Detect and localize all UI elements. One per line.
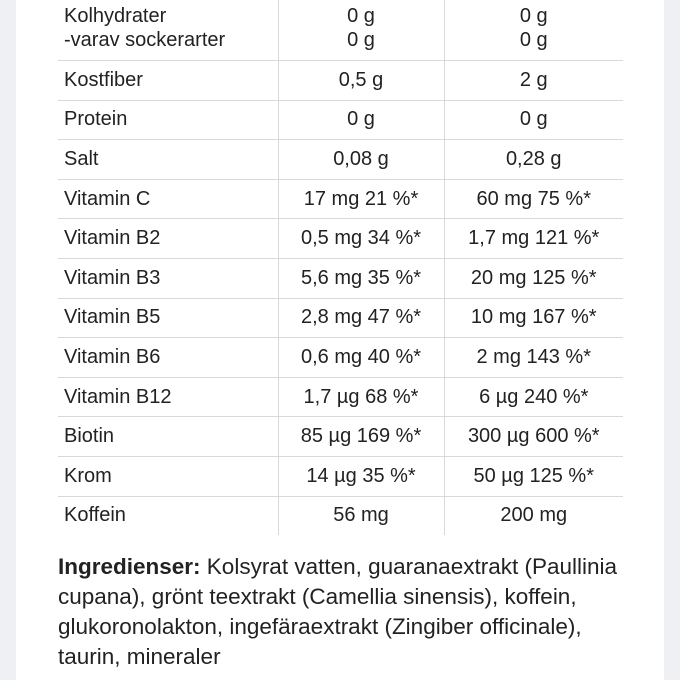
per-serving-value-cell bbox=[444, 456, 623, 496]
per-100ml-value: 0,08 g bbox=[333, 147, 389, 170]
per-100ml-value: 5,6 mg 35 %* bbox=[300, 266, 422, 289]
per-100ml-value-cell bbox=[278, 417, 444, 457]
per-100ml-value-cell bbox=[278, 140, 444, 180]
per-serving-value-cell bbox=[444, 496, 623, 535]
nutrient-name-cell bbox=[58, 496, 278, 535]
nutrient-name-cell bbox=[58, 338, 278, 378]
ingredients-paragraph bbox=[58, 552, 623, 672]
per-100ml-value: 0 g bbox=[347, 29, 375, 51]
table-row bbox=[58, 140, 623, 180]
nutrient-name: Krom bbox=[64, 464, 112, 487]
per-serving-value: 1,7 mg 121 %* bbox=[468, 227, 600, 250]
per-serving-value: 0 g bbox=[519, 108, 548, 131]
per-100ml-value: 56 mg bbox=[333, 504, 389, 527]
per-serving-value: 6 µg 240 %* bbox=[479, 385, 589, 408]
per-serving-value: 200 mg bbox=[500, 504, 568, 527]
per-serving-value-cell bbox=[444, 0, 623, 61]
per-100ml-value: 1,7 µg 68 %* bbox=[303, 385, 419, 408]
nutrient-name-cell bbox=[58, 258, 278, 298]
per-100ml-value-cell bbox=[278, 179, 444, 219]
nutrient-name: Vitamin B12 bbox=[64, 385, 172, 408]
nutrient-name: Vitamin B6 bbox=[64, 345, 161, 368]
per-serving-value: 0 g bbox=[519, 29, 548, 51]
per-100ml-value: 0 g bbox=[347, 5, 375, 27]
nutrient-name-cell bbox=[58, 100, 278, 140]
nutrition-table bbox=[58, 0, 623, 535]
nutrient-name-cell bbox=[58, 417, 278, 457]
per-100ml-value-cell bbox=[278, 219, 444, 259]
per-serving-value: 20 mg 125 %* bbox=[470, 266, 597, 289]
per-serving-value-cell bbox=[444, 338, 623, 378]
per-100ml-value-cell bbox=[278, 496, 444, 535]
content-card bbox=[16, 0, 664, 680]
nutrient-name-cell bbox=[58, 456, 278, 496]
per-serving-value-cell bbox=[444, 100, 623, 140]
per-serving-value: 10 mg 167 %* bbox=[470, 306, 597, 329]
per-serving-value: 60 mg 75 %* bbox=[476, 187, 591, 210]
nutrient-name-cell bbox=[58, 0, 278, 61]
per-100ml-value: 85 µg 169 %* bbox=[300, 425, 422, 448]
per-serving-value-cell bbox=[444, 298, 623, 338]
table-row bbox=[58, 100, 623, 140]
nutrition-table-body bbox=[58, 0, 623, 535]
table-row bbox=[58, 179, 623, 219]
per-serving-value: 300 µg 600 %* bbox=[467, 425, 600, 448]
per-100ml-value-cell bbox=[278, 338, 444, 378]
table-row bbox=[58, 61, 623, 101]
per-serving-value-cell bbox=[444, 258, 623, 298]
per-serving-value: 0,28 g bbox=[505, 147, 562, 170]
per-serving-value-cell bbox=[444, 179, 623, 219]
nutrient-name: Salt bbox=[64, 147, 99, 170]
per-100ml-value-cell bbox=[278, 61, 444, 101]
nutrient-name: Vitamin B3 bbox=[64, 266, 161, 289]
per-serving-value-cell bbox=[444, 377, 623, 417]
table-row bbox=[58, 377, 623, 417]
per-serving-value-cell bbox=[444, 140, 623, 180]
nutrient-name: -varav sockerarter bbox=[64, 29, 226, 51]
per-serving-value: 2 mg 143 %* bbox=[476, 345, 591, 368]
per-serving-value: 2 g bbox=[519, 68, 548, 91]
per-100ml-value-cell bbox=[278, 377, 444, 417]
per-serving-value-cell bbox=[444, 61, 623, 101]
table-row bbox=[58, 0, 623, 61]
nutrient-name: Koffein bbox=[64, 504, 126, 527]
per-serving-value: 50 µg 125 %* bbox=[473, 464, 594, 487]
per-100ml-value-cell bbox=[278, 298, 444, 338]
nutrient-name-cell bbox=[58, 61, 278, 101]
per-100ml-value-cell bbox=[278, 100, 444, 140]
per-100ml-value: 14 µg 35 %* bbox=[306, 464, 416, 487]
table-row bbox=[58, 258, 623, 298]
per-100ml-value-cell bbox=[278, 258, 444, 298]
per-100ml-value: 0,5 g bbox=[338, 68, 384, 91]
nutrient-name: Biotin bbox=[64, 425, 115, 448]
table-row bbox=[58, 456, 623, 496]
per-100ml-value-cell bbox=[278, 456, 444, 496]
per-100ml-value: 17 mg 21 %* bbox=[303, 187, 419, 210]
nutrient-name-cell bbox=[58, 298, 278, 338]
ingredients-text: Kolsyrat vatten, guaranaextrakt (Paullinia cupana), grönt teextrakt (Camellia sinensis), koffein, glukoronolakton, ingefäraextrakt (Zingiber officinale), taurin, mineraler bbox=[58, 554, 618, 669]
per-100ml-value: 0,5 mg 34 %* bbox=[300, 227, 422, 250]
per-100ml-value-cell bbox=[278, 0, 444, 61]
nutrient-name-cell bbox=[58, 377, 278, 417]
per-100ml-value: 0 g bbox=[347, 108, 375, 131]
nutrient-name-cell bbox=[58, 140, 278, 180]
nutrient-name: Kolhydrater bbox=[64, 5, 167, 27]
table-row bbox=[58, 338, 623, 378]
table-row bbox=[58, 219, 623, 259]
per-100ml-value: 2,8 mg 47 %* bbox=[300, 306, 422, 329]
per-100ml-value: 0,6 mg 40 %* bbox=[300, 345, 422, 368]
nutrient-name: Vitamin C bbox=[64, 187, 151, 210]
nutrient-name-cell bbox=[58, 179, 278, 219]
nutrient-name: Kostfiber bbox=[64, 68, 143, 91]
per-serving-value-cell bbox=[444, 219, 623, 259]
table-row bbox=[58, 417, 623, 457]
nutrient-name-cell bbox=[58, 219, 278, 259]
nutrient-name: Protein bbox=[64, 108, 128, 131]
ingredients-heading: Ingredienser: bbox=[58, 554, 201, 579]
nutrient-name: Vitamin B5 bbox=[64, 306, 161, 329]
nutrient-name: Vitamin B2 bbox=[64, 227, 161, 250]
per-serving-value: 0 g bbox=[519, 5, 548, 27]
table-row bbox=[58, 496, 623, 535]
table-row bbox=[58, 298, 623, 338]
per-serving-value-cell bbox=[444, 417, 623, 457]
